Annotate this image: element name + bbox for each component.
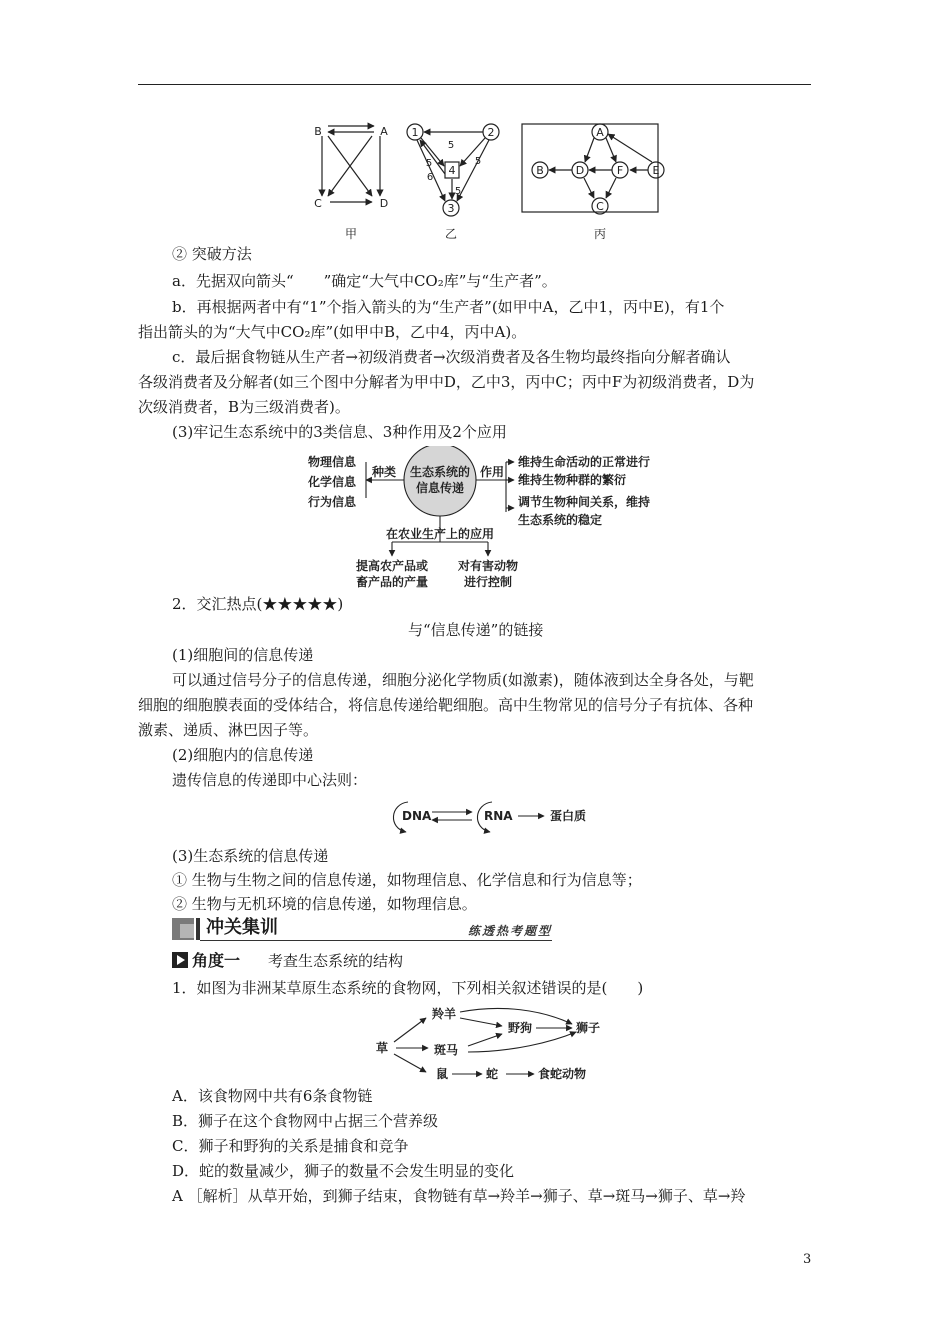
node-bing-e: E (652, 164, 660, 177)
step-c-line2: 各级消费者及分解者(如三个图中分解者为甲中D，乙中3，丙中C；丙中F为初级消费者，D为 (138, 373, 755, 391)
dogma-dna: DNA (402, 809, 432, 823)
play-triangle-icon (172, 952, 188, 968)
p1-heading: (1)细胞间的信息传递 (172, 646, 314, 664)
node-snakeeater: 食蛇动物 (538, 1067, 587, 1081)
option-d: D．蛇的数量减少，狮子的数量不会发生明显的变化 (172, 1162, 515, 1180)
label-yi: 乙 (444, 227, 458, 241)
edge-label: 5 (425, 158, 433, 169)
angle-text: 考查生态系统的结构 (268, 952, 404, 970)
node-zebra: 斑马 (434, 1043, 459, 1057)
node-yi-4: 4 (448, 164, 456, 177)
label-jia: 甲 (344, 227, 358, 241)
effect-3: 调节生物种间关系，维持 (518, 495, 651, 509)
step-c-line1: c．最后据食物链从生产者→初级消费者→次级消费者及各生物均最终指向分解者确认 (172, 348, 731, 366)
node-antelope: 羚羊 (432, 1007, 457, 1021)
food-web-diagram (372, 1002, 612, 1084)
heading-2: 2．交汇热点(★★★★★) (172, 595, 344, 613)
banner-block-inner (180, 924, 194, 938)
banner-title: 冲关集训 (206, 917, 278, 938)
dogma-rna: RNA (484, 809, 513, 823)
angle-label: 角度一 (192, 951, 241, 970)
option-c: C．狮子和野狗的关系是捕食和竞争 (172, 1137, 409, 1155)
step-a: a．先据双向箭头“ ”确定“大气中CO₂库”与“生产者”。 (172, 272, 557, 290)
effect-1: 维持生命活动的正常进行 (518, 455, 651, 469)
node-lion: 狮子 (576, 1021, 601, 1035)
p3-heading: (3)生态系统的信息传递 (172, 847, 329, 865)
p3-item2: ② 生物与无机环境的信息传递，如物理信息。 (172, 895, 477, 913)
option-a: A．该食物网中共有6条食物链 (172, 1087, 373, 1105)
label-bing: 丙 (593, 227, 607, 241)
node-bing-b: B (536, 164, 544, 177)
effect-2: 维持生物种群的繁衍 (518, 473, 627, 487)
type-behavior: 行为信息 (308, 495, 357, 509)
edge-label: 6 (426, 172, 434, 183)
central-dogma-diagram (384, 794, 594, 838)
node-bing-f: F (616, 164, 624, 177)
p2-body: 遗传信息的传递即中心法则： (172, 771, 368, 789)
p3-item1: ① 生物与生物之间的信息传递，如物理信息、化学信息和行为信息等； (172, 871, 642, 889)
app-1-line1: 提高农产品或 (355, 559, 429, 573)
practice-banner (172, 916, 552, 942)
option-b: B．狮子在这个食物网中占据三个营养级 (172, 1112, 439, 1130)
type-physical: 物理信息 (308, 455, 357, 469)
node-yi-3: 3 (447, 202, 455, 215)
center-line2: 信息传递 (415, 481, 465, 495)
step-b-line1: b．再根据两者中有“1”个指入箭头的为“生产者”(如甲中A，乙中1，丙中E)，有1个 (172, 298, 725, 316)
p1-line2: 细胞的细胞膜表面的受体结合，将信息传递给靶细胞。高中生物常见的信号分子有抗体、各种 (138, 696, 754, 714)
effect-4: 生态系统的稳定 (518, 513, 603, 527)
type-chemical: 化学信息 (308, 475, 357, 489)
banner-bar (196, 918, 200, 940)
node-snake: 蛇 (486, 1067, 499, 1081)
page-number: 3 (803, 1252, 812, 1267)
info-transfer-diagram (300, 446, 680, 590)
node-bing-d: D (575, 164, 585, 177)
node-jia-b: B (314, 125, 322, 138)
answer-analysis: A ［解析］从草开始，到狮子结束，食物链有草→羚羊→狮子、草→斑马→狮子、草→羚 (172, 1187, 746, 1205)
node-jia-d: D (379, 197, 389, 210)
node-bing-c: C (596, 200, 604, 213)
node-jia-c: C (314, 197, 322, 210)
node-yi-2: 2 (487, 126, 495, 139)
banner-subtitle: 练透热考题型 (467, 924, 552, 938)
carbon-cycle-diagrams (300, 118, 680, 244)
p1-line1: 可以通过信号分子的信息传递，细胞分泌化学物质(如激素)，随体液到达全身各处，与靶 (172, 671, 754, 689)
section-tupo: ② 突破方法 (172, 245, 252, 263)
types-label: 种类 (372, 465, 397, 479)
app-2-line1: 对有害动物 (457, 559, 519, 573)
node-bing-a: A (596, 126, 604, 139)
node-jia-a: A (380, 125, 388, 138)
edge-label: 5 (454, 186, 462, 197)
edge-label: 5 (447, 140, 455, 151)
dogma-protein: 蛋白质 (550, 809, 587, 823)
node-mouse: 鼠 (436, 1067, 449, 1081)
app-label: 在农业生产上的应用 (385, 527, 495, 541)
step-c-line3: 次级消费者，B为三级消费者)。 (138, 398, 350, 416)
banner-underline (200, 940, 552, 941)
step-b-line2: 指出箭头的为“大气中CO₂库”(如甲中B，乙中4，丙中A)。 (138, 323, 527, 341)
center-line1: 生态系统的 (409, 465, 471, 479)
p1-line3: 激素、递质、淋巴因子等。 (138, 721, 319, 739)
edge-label: 5 (474, 156, 482, 167)
app-2-line2: 进行控制 (463, 575, 513, 589)
header-rule (138, 84, 811, 85)
question-1: 1．如图为非洲某草原生态系统的食物网，下列相关叙述错误的是( ) (172, 979, 644, 997)
node-yi-1: 1 (411, 126, 419, 139)
item3-heading: (3)牢记生态系统中的3类信息、3种作用及2个应用 (172, 423, 507, 441)
app-1-line2: 畜产品的产量 (355, 575, 429, 589)
effects-label: 作用 (480, 465, 505, 479)
p2-heading: (2)细胞内的信息传递 (172, 746, 314, 764)
node-wilddog: 野狗 (508, 1021, 533, 1035)
subtitle: 与“信息传递”的链接 (408, 621, 544, 639)
node-grass: 草 (376, 1041, 389, 1055)
